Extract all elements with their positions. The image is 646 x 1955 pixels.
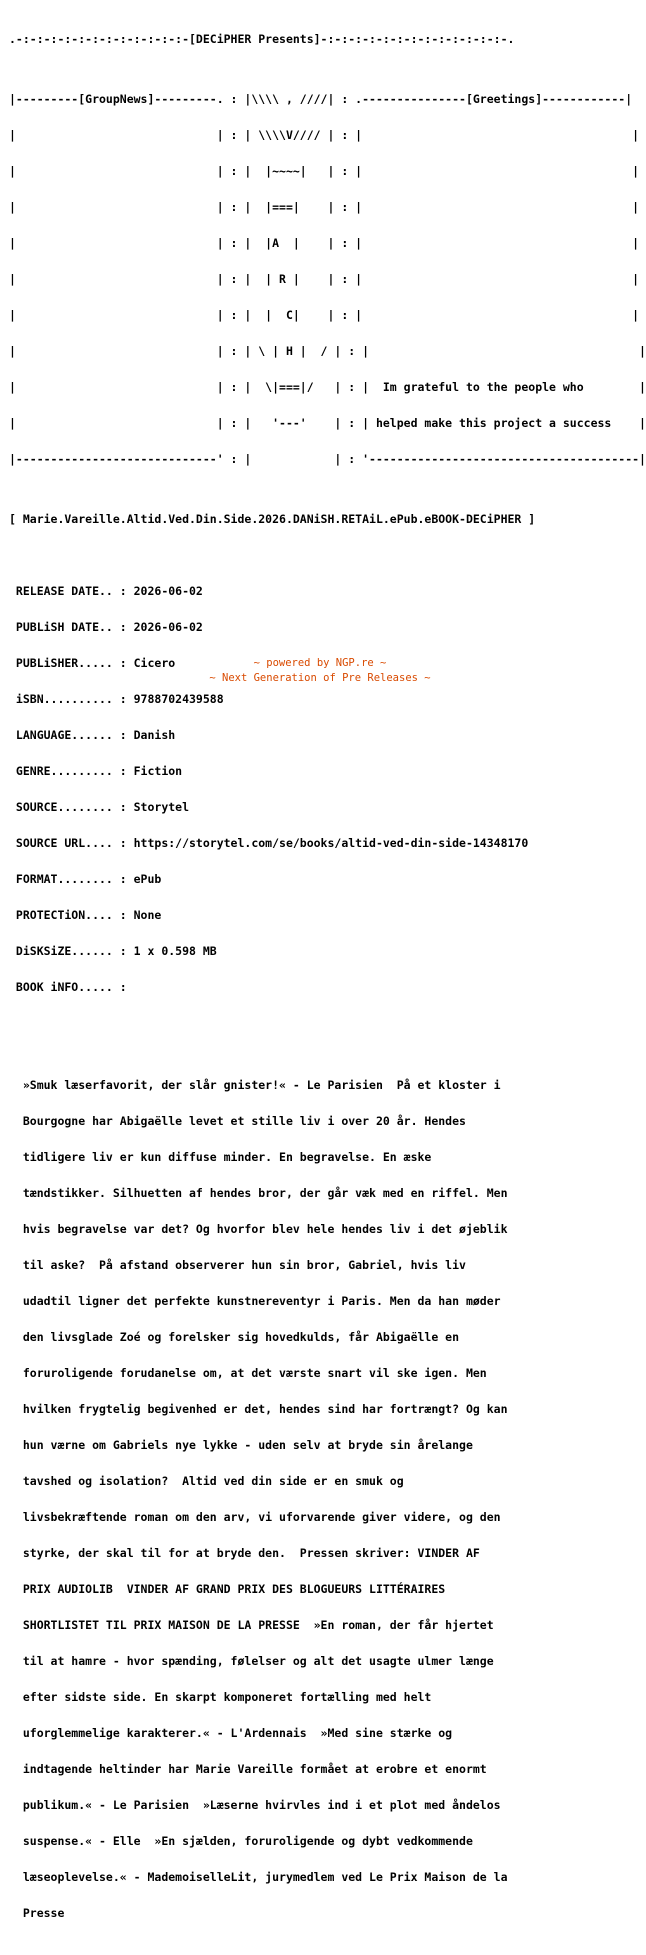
info-row-book-info: [9, 981, 637, 993]
banner-box-line: | | : | \|===|/ | : | Im grateful to the people who |: [9, 380, 646, 394]
banner-top-border: .-:-:-:-:-:-:-:-:-:-:-:-:-[DECiPHER Presents]-:-:-:-:-:-:-:-:-:-:-:-:-:-.: [9, 32, 515, 46]
description-line: indtagende heltinder har Marie Vareille formået at erobre et enormt: [9, 1762, 487, 1776]
info-row-source-url: [9, 837, 637, 849]
description-line: til aske? På afstand observerer hun sin bror, Gabriel, hvis liv: [9, 1258, 466, 1272]
info-label: RELEASE DATE.. :: [9, 584, 134, 598]
description-line: tavshed og isolation? Altid ved din side er en smuk og: [9, 1474, 404, 1488]
description-line: Presse: [9, 1906, 65, 1920]
info-value: 2026-06-02: [133, 584, 203, 598]
description-line: Bourgogne har Abigaëlle levet et stille liv i over 20 år. Hendes: [9, 1114, 466, 1128]
description-line: læseoplevelse.« - MademoiselleLit, jurymedlem ved Le Prix Maison de la: [9, 1870, 508, 1884]
description-line: suspense.« - Elle »En sjælden, foruroligende og dybt vedkommende: [9, 1834, 473, 1848]
footer-powered-by: ~ powered by NGP.re ~: [253, 657, 387, 669]
description-line: den livsglade Zoé og forelsker sig hovedkulds, får Abigaëlle en: [9, 1330, 460, 1344]
info-value: Storytel: [133, 800, 190, 814]
info-value: Cicero: [133, 656, 176, 670]
info-row-isbn: [9, 693, 637, 705]
description-line: publikum.« - Le Parisien »Læserne hvirvles ind i et plot med åndelos: [9, 1798, 501, 1812]
info-value: 2026-06-02: [133, 620, 203, 634]
info-row-format: [9, 873, 637, 885]
info-value: 1 x 0.598 MB: [133, 944, 217, 958]
info-row-protection: [9, 909, 637, 921]
info-value: https://storytel.com/se/books/altid-ved-din-side-14348170: [133, 836, 529, 850]
description-line: tidligere liv er kun diffuse minder. En begravelse. En æske: [9, 1150, 432, 1164]
book-description: [9, 1055, 637, 1943]
info-row-genre: [9, 765, 637, 777]
info-row-source: [9, 801, 637, 813]
info-label: LANGUAGE...... :: [9, 728, 134, 742]
release-name-title: [ Marie.Vareille.Altid.Ved.Din.Side.2026.DANiSH.RETAiL.ePub.eBOOK-DECiPHER ]: [9, 512, 536, 526]
info-value: ePub: [133, 872, 162, 886]
info-value: Danish: [133, 728, 176, 742]
banner-box-line: |---------[GroupNews]---------. : |\\\\ , ////| : .---------------[Greetings]------------|: [9, 92, 633, 106]
info-label: DiSKSiZE...... :: [9, 944, 134, 958]
info-label: PROTECTiON.... :: [9, 908, 134, 922]
info-label: BOOK iNFO..... :: [9, 980, 134, 994]
banner-box-line: | | : | \\\\V//// | : | |: [9, 128, 640, 142]
description-line: tændstikker. Silhuetten af hendes bror, der går væk med en riffel. Men: [9, 1186, 508, 1200]
description-line: PRIX AUDIOLIB VINDER AF GRAND PRIX DES BLOGUEURS LITTÉRAIRES: [9, 1582, 446, 1596]
info-value: 9788702439588: [133, 692, 224, 706]
info-value: Fiction: [133, 764, 183, 778]
info-row-publish-date: [9, 621, 637, 633]
info-row-disksize: [9, 945, 637, 957]
info-label: PUBLiSH DATE.. :: [9, 620, 134, 634]
nfo-document: [9, 9, 646, 1955]
banner-box-line: | | : | \ | H | / | : | |: [9, 344, 646, 358]
description-line: uforglemmelige karakterer.« - L'Ardennais »Med sine stærke og: [9, 1726, 453, 1740]
banner-box-line: |-----------------------------' : | | : '---------------------------------------|: [9, 452, 646, 466]
description-line: hvilken frygtelig begivenhed er det, hendes sind har fortrængt? Og kan: [9, 1402, 508, 1416]
info-label: FORMAT........ :: [9, 872, 134, 886]
description-line: styrke, der skal til for at bryde den. Pressen skriver: VINDER AF: [9, 1546, 480, 1560]
banner-box-line: | | : | |~~~~| | : | |: [9, 164, 640, 178]
info-label: SOURCE URL.... :: [9, 836, 134, 850]
description-line: hvis begravelse var det? Og hvorfor blev hele hendes liv i det øjeblik: [9, 1222, 508, 1236]
info-label: iSBN.......... :: [9, 692, 134, 706]
description-line: udadtil ligner det perfekte kunstnereventyr i Paris. Men da han møder: [9, 1294, 501, 1308]
info-value: None: [133, 908, 162, 922]
info-row-release-date: [9, 585, 637, 597]
banner-box-line: | | : | '---' | : | helped make this project a success |: [9, 416, 646, 430]
banner-boxes: [9, 69, 646, 489]
description-line: efter sidste side. En skarpt komponeret fortælling med helt: [9, 1690, 432, 1704]
banner-box-line: | | : | | C| | : | |: [9, 308, 640, 322]
info-label: GENRE......... :: [9, 764, 134, 778]
description-line: til at hamre - hvor spænding, følelser og alt det usagte ulmer længe: [9, 1654, 494, 1668]
release-info-table: [9, 561, 637, 1017]
banner-box-line: | | : | |A | | : | |: [9, 236, 640, 250]
info-row-language: [9, 729, 637, 741]
footer-tagline: ~ Next Generation of Pre Releases ~: [209, 672, 431, 684]
info-label: PUBLiSHER..... :: [9, 656, 134, 670]
description-line: livsbekræftende roman om den arv, vi uforvarende giver videre, og den: [9, 1510, 501, 1524]
description-line: SHORTLISTET TIL PRIX MAISON DE LA PRESSE »En roman, der får hjertet: [9, 1618, 494, 1632]
description-line: foruroligende forudanelse om, at det værste snart vil ske igen. Men: [9, 1366, 487, 1380]
description-line: »Smuk læserfavorit, der slår gnister!« - Le Parisien På et kloster i: [9, 1078, 501, 1092]
info-label: SOURCE........ :: [9, 800, 134, 814]
banner-box-line: | | : | | R | | : | |: [9, 272, 640, 286]
banner-box-line: | | : | |===| | : | |: [9, 200, 640, 214]
description-line: hun værne om Gabriels nye lykke - uden selv at bryde sin årelange: [9, 1438, 473, 1452]
